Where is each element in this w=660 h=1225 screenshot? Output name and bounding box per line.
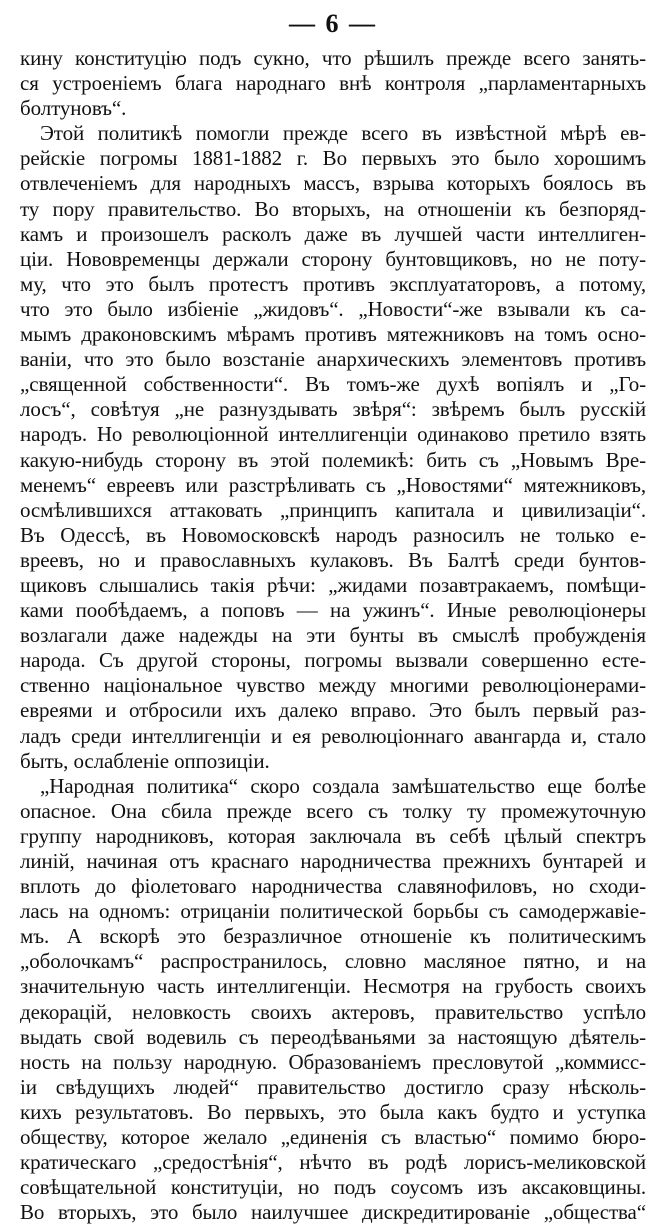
text-line: му, что это былъ протестъ противъ эксплуататоровъ, а потому, — [20, 271, 646, 296]
text-line: кихъ результатовъ. Во первыхъ, это была какъ будто и уступка — [20, 1099, 646, 1124]
text-line: ками пообѣдаемъ, а поповъ — на ужинъ“. Иные революціонеры — [20, 598, 646, 623]
text-line: линій, начиная отъ краснаго народничества прежнихъ бунтарей и — [20, 849, 646, 873]
text-line: народа. Съ другой стороны, погромы вызвали совершенно есте- — [20, 648, 646, 673]
text-line: менемъ“ евреевъ или разстрѣливать съ „Новостями“ мятежниковъ, — [20, 472, 646, 497]
text-line: ся устроеніемъ блага народнаго внѣ контроля „парламентарныхъ — [20, 71, 646, 96]
text-line: ладъ среди интеллигенціи и ея революціоннаго авангарда и, стало — [20, 723, 646, 748]
text-line: осмѣлившихся аттаковать „принципъ капитала и цивилизаціи“. — [20, 497, 646, 522]
text-line: значительную часть интеллигенціи. Несмотря на грубость своихъ — [20, 974, 646, 999]
text-line: кратическаго „средостѣнія“, нѣчто въ родѣ лорисъ-меликовской — [20, 1150, 646, 1175]
text-line: болтуновъ“. — [20, 96, 127, 121]
text-line: что это было избіеніе „жидовъ“. „Новости“-же взывали къ са- — [20, 296, 646, 321]
text-line: ціи. Нововременцы держали сторону бунтовщиковъ, но не поту- — [20, 246, 646, 271]
text-line: мъ. А вскорѣ это безразличное отношеніе къ политическимъ — [20, 924, 646, 949]
text-line: быть, ослабленіе оппозиціи. — [20, 748, 270, 773]
text-line: совѣщательной конституціи, но подъ соусомъ изъ аксаковщины. — [20, 1175, 646, 1200]
text-line: опасное. Она сбила прежде всего съ толку ту промежуточную — [20, 798, 646, 823]
text-line: вреевъ, но и православныхъ кулаковъ. Въ Балтѣ среди бунтов- — [20, 547, 646, 572]
text-line: Этой политикѣ помогли прежде всего въ извѣстной мѣрѣ ев- — [40, 121, 646, 146]
text-line: какую-нибудь сторону въ этой полемикѣ: бить съ „Новымъ Вре- — [20, 447, 646, 472]
text-line: мымъ драконовскимъ мѣрамъ противъ мятежниковъ на томъ осно- — [20, 322, 646, 347]
body-text — [20, 46, 646, 1225]
text-line: рейскіе погромы 1881-1882 г. Во первыхъ это было хорошимъ — [20, 146, 646, 171]
text-line: ственно національное чувство между многими революціонерами- — [20, 673, 646, 698]
text-line: камъ и произошелъ расколъ даже въ лучшей части интеллиген- — [20, 221, 646, 246]
text-line: народъ. Но революціонной интеллигенціи одинаково претило взять — [20, 422, 646, 447]
text-line: кину конституцію подъ сукно, что рѣшилъ прежде всего занять- — [20, 46, 646, 70]
paragraph — [20, 121, 646, 773]
text-line: лась на одномъ: отрицаніи политической борьбы съ самодержавіе- — [20, 899, 646, 924]
text-line: отвлеченіемъ для народныхъ массъ, взрыва которыхъ боялось въ — [20, 171, 646, 196]
text-line: группу народниковъ, которая заключала въ себѣ цѣлый спектръ — [20, 823, 646, 848]
text-line: „священной собственности“. Въ томъ-же духѣ вопіялъ и „Го- — [20, 372, 646, 397]
text-line: вплоть до фіолетоваго народничества славянофиловъ, но сходи- — [20, 874, 646, 899]
text-line: щиковъ слышались такія рѣчи: „жидами позавтракаемъ, помѣщи- — [20, 572, 646, 597]
text-line: лосъ“, совѣтуя „не разнуздывать звѣря“: звѣремъ былъ русскій — [20, 397, 646, 422]
text-line: ту пору правительство. Во вторыхъ, на отношеніи къ безпоряд- — [20, 196, 646, 221]
text-line: ваніи, что это было возстаніе анархическихъ элементовъ противъ — [20, 347, 646, 372]
text-line: обществу, которое желало „единенія съ властью“ помимо бюро- — [20, 1125, 646, 1150]
text-line: Во вторыхъ, это было наилучшее дискредитированіе „общества“ — [20, 1200, 646, 1225]
paragraph — [20, 46, 646, 121]
page-number: — 6 — — [289, 9, 377, 38]
text-line: іи свѣдущихъ людей“ правительство достигло сразу нѣсколь- — [20, 1074, 646, 1099]
text-line: „оболочкамъ“ распространилось, словно масляное пятно, и на — [20, 949, 646, 974]
text-line: ность на пользу народную. Образованіемъ пресловутой „коммисс- — [20, 1049, 646, 1074]
text-line: евреями и отбросили ихъ далеко вправо. Это былъ первый раз- — [20, 698, 646, 723]
text-line: возлагали даже надежды на эти бунты въ смыслѣ пробужденія — [20, 623, 646, 648]
paragraph — [20, 774, 646, 1225]
text-line: Въ Одессѣ, въ Новомосковскѣ народъ разносилъ не только е- — [20, 522, 646, 547]
text-line: выдать свой водевиль съ переодѣваньями за настоящую дѣятель- — [20, 1024, 646, 1049]
text-line: „Народная политика“ скоро создала замѣшательство еще болѣе — [40, 773, 646, 798]
text-line: декорацій, неловкость своихъ актеровъ, правительство успѣло — [20, 999, 646, 1024]
